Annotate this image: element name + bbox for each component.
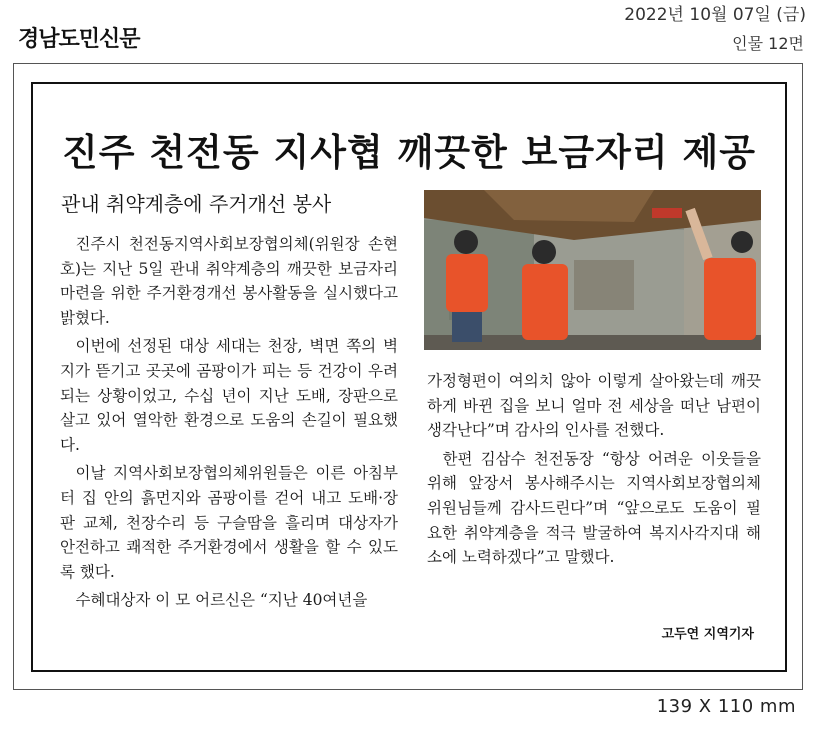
publication-date: 2022년 10월 07일 (금): [624, 5, 806, 25]
page-section: 인물 12면: [732, 34, 804, 53]
body-column-left: [60, 232, 398, 617]
paragraph-left-1: 진주시 천전동지역사회보장협의체(위원장 손현호)는 지난 5일 관내 취약계층의 깨끗한 보금자리 마련을 위한 주거환경개선 봉사활동을 실시했다고 밝혔다.: [60, 235, 398, 327]
headline: 진주 천전동 지사협 깨끗한 보금자리 제공: [61, 130, 757, 174]
clipping-dimensions: 139 X 110 mm: [656, 696, 796, 717]
subhead: 관내 취약계층에 주거개선 봉사: [61, 192, 332, 216]
byline: 고두연 지역기자: [661, 627, 754, 642]
body-column-right: [427, 369, 761, 574]
photo-wall-stain-1: [574, 260, 634, 310]
paragraph-left-4: 수혜대상자 이 모 어르신은 “지난 40여년을: [75, 591, 368, 610]
masthead-logo: 경남도민신문: [18, 27, 140, 52]
article-photo: [424, 190, 761, 350]
paragraph-left-3: 이날 지역사회보장협의체위원들은 이른 아침부터 집 안의 흙먼지와 곰팡이를 걷어 내고 도배·장판 교체, 천장수리 등 구슬땀을 흘리며 대상자가 안전하고 쾌적한 주거환경에서 생활을 할 수 있도록 했다.: [60, 464, 398, 581]
article-frame: [31, 82, 787, 672]
paragraph-right-1: 가정형편이 여의치 않아 이렇게 살아왔는데 깨끗하게 바뀐 집을 보니 얼마 전 세상을 떠난 남편이 생각난다”며 감사의 인사를 전했다.: [427, 372, 761, 440]
paragraph-left-2: 이번에 선정된 대상 세대는 천장, 벽면 쪽의 벽지가 뜯기고 곳곳에 곰팡이가 피는 등 건강이 우려되는 상황이었고, 수십 년이 지난 도배, 장판으로 살고 있어 열악한 환경으로 도움의 손길이 필요했다.: [60, 337, 398, 454]
paragraph-right-2: 한편 김삼수 천전동장 “항상 어려운 이웃들을 위해 앞장서 봉사해주시는 지역사회보장협의체 위원님들께 감사드린다”며 “앞으로도 도움이 필요한 취약계층을 적극 발굴하여 복지사각지대 해소에 노력하겠다”고 말했다.: [427, 449, 761, 567]
